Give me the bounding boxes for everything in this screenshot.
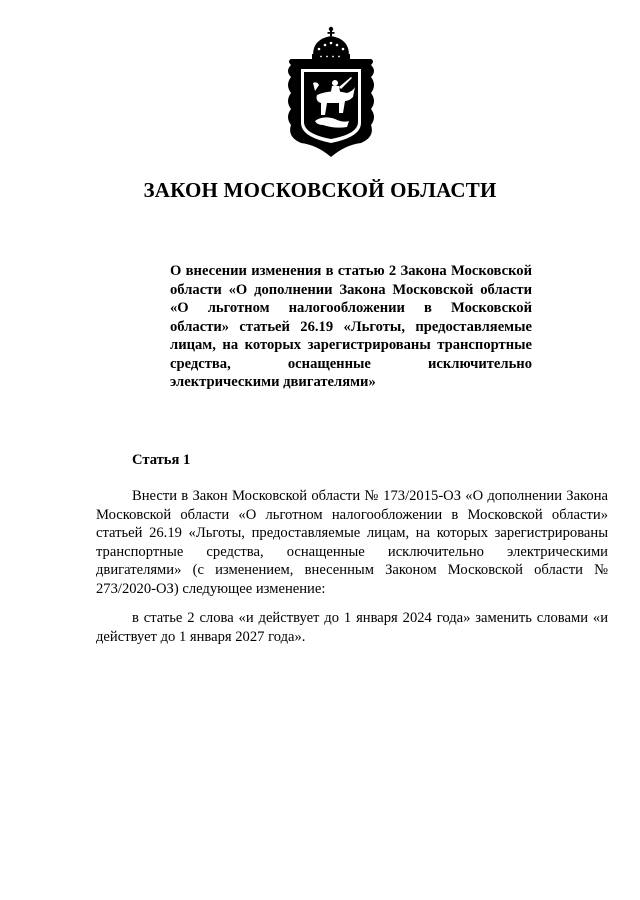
article-paragraph: в статье 2 слова «и действует до 1 января 2024 года» заменить словами «и действует до 1 января 2027 года». — [96, 610, 608, 645]
article-heading: Статья 1 — [132, 452, 191, 468]
law-subtitle: О внесении изменения в статью 2 Закона Московской области «О дополнении Закона Московской области «О льготном налогообложении в Московской области» статьей 26.19 «Льготы, предоставляемые лицам, на которых зарегистрированы транспортные средства, оснащенные исключительно электрическими двигателями» — [170, 263, 532, 390]
article-paragraph: Внести в Закон Московской области № 173/2015-ОЗ «О дополнении Закона Московской области «О льготном налогообложении в Московской области» статьей 26.19 «Льготы, предоставляемые лицам, на которых зарегистрированы транспортные средства, оснащенные исключительно электрическими двигателями» (с изменением, внесенным Законом Московской области № 273/2020-ОЗ) следующее изменение: — [96, 488, 608, 597]
document-title: ЗАКОН МОСКОВСКОЙ ОБЛАСТИ — [143, 178, 497, 202]
coat-of-arms-icon — [283, 25, 379, 159]
